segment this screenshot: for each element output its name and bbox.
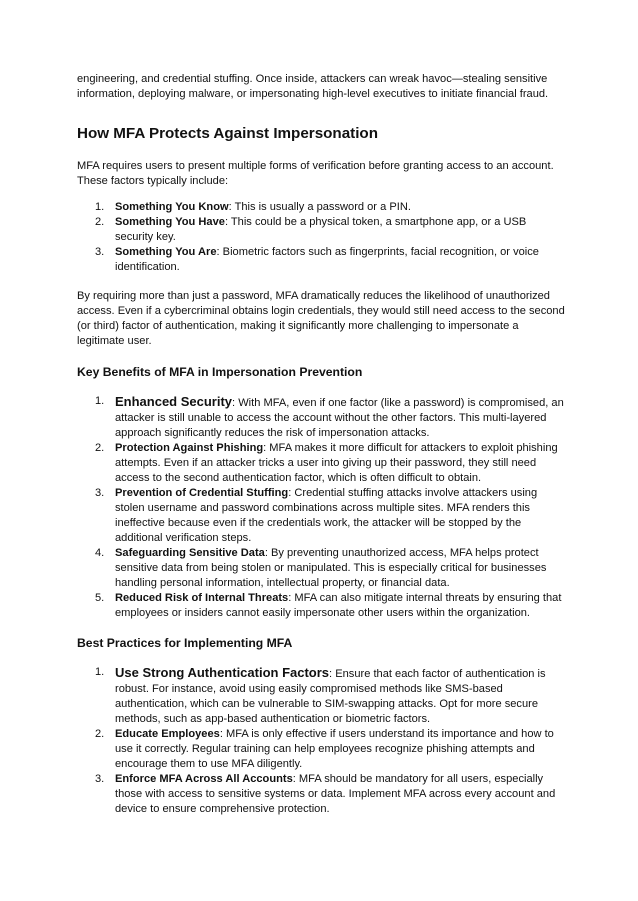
list-term: Use Strong Authentication Factors — [115, 665, 330, 680]
list-text: : MFA makes it more difficult for attackers to exploit phishing attempts. Even if an attacker tricks a user into giving up their password, they still need access to the second authentication factor, which is often difficult to obtain. — [115, 442, 558, 484]
list-text: : This could be a physical token, a smartphone app, or a USB security key. — [115, 216, 527, 243]
list-number: 2. — [95, 728, 105, 740]
list-term: Educate Employees — [115, 728, 220, 740]
section-heading: How MFA Protects Against Impersonation — [77, 125, 378, 142]
list-item — [77, 441, 567, 486]
list-term: Something You Know — [115, 201, 229, 213]
list-item — [77, 486, 567, 546]
list-item — [77, 394, 567, 441]
list-term: Protection Against Phishing — [115, 442, 264, 454]
list-text: : MFA should be mandatory for all users, especially those with access to sensitive systems or data. Implement MFA across every account and device to ensure comprehensive protection. — [115, 773, 556, 815]
intro-paragraph: engineering, and credential stuffing. Once inside, attackers can wreak havoc—stealing sensitive information, deploying malware, or impersonating high-level executives to initiate financial fraud. — [77, 73, 549, 100]
list-item — [77, 245, 567, 275]
list-number: 1. — [95, 395, 105, 407]
list-term: Something You Are — [115, 246, 217, 258]
list-item — [77, 727, 567, 772]
list-number: 2. — [95, 442, 105, 454]
list-text: : Ensure that each factor of authentication is robust. For instance, avoid using easily compromised methods like SMS-based authentication, which can be vulnerable to SIM-swapping attacks. Opt for more secure methods, such as app-based authentication or biometric factors. — [115, 668, 546, 725]
list-term: Prevention of Credential Stuffing — [115, 487, 289, 499]
list-term: Enforce MFA Across All Accounts — [115, 773, 293, 785]
list-text: : By preventing unauthorized access, MFA helps protect sensitive data from being stolen or manipulated. This is especially critical for businesses handling personal information, intellectual property, or financial data. — [115, 547, 547, 589]
practices-list — [77, 665, 567, 817]
list-term: Reduced Risk of Internal Threats — [115, 592, 289, 604]
practices-heading: Best Practices for Implementing MFA — [77, 636, 293, 650]
list-item — [77, 200, 567, 215]
factors-list — [77, 200, 567, 275]
list-item — [77, 665, 567, 727]
list-text: : MFA is only effective if users understand its importance and how to use it correctly. Regular training can help employees recognize phishing attempts and encourage them to use MFA diligently. — [115, 728, 554, 770]
list-text: : Biometric factors such as fingerprints, facial recognition, or voice identification. — [115, 246, 539, 273]
list-term: Safeguarding Sensitive Data — [115, 547, 265, 559]
list-number: 1. — [95, 201, 105, 213]
list-number: 3. — [95, 246, 105, 258]
list-text: : MFA can also mitigate internal threats by ensuring that employees or insiders cannot easily impersonate other users within the organization. — [115, 592, 562, 619]
summary-paragraph: By requiring more than just a password, MFA dramatically reduces the likelihood of unauthorized access. Even if a cybercriminal obtains login credentials, they would still need access to the second (or third) factor of authentication, making it significantly more challenging to impersonate a legitimate user. — [77, 290, 565, 347]
list-number: 3. — [95, 773, 105, 785]
list-number: 2. — [95, 216, 105, 228]
document-page — [77, 72, 567, 831]
list-item — [77, 772, 567, 817]
benefits-list — [77, 394, 567, 621]
list-number: 1. — [95, 666, 105, 678]
list-number: 3. — [95, 487, 105, 499]
list-term: Enhanced Security — [115, 394, 233, 409]
list-text: : This is usually a password or a PIN. — [228, 201, 411, 213]
list-term: Something You Have — [115, 216, 225, 228]
list-text: : Credential stuffing attacks involve attackers using stolen username and password combinations across multiple sites. MFA renders this ineffective because even if the credentials work, the attacker will be stopped by the additional verification steps. — [115, 487, 538, 544]
list-number: 4. — [95, 547, 105, 559]
section-lead-paragraph: MFA requires users to present multiple forms of verification before granting access to an account. These factors typically include: — [77, 160, 554, 187]
list-item — [77, 546, 567, 591]
list-number: 5. — [95, 592, 105, 604]
list-item — [77, 591, 567, 621]
list-item — [77, 215, 567, 245]
list-text: : With MFA, even if one factor (like a password) is compromised, an attacker is still unable to access the account without the other factors. This multi-layered approach significantly reduces the risk of impersonation attacks. — [115, 397, 564, 439]
benefits-heading: Key Benefits of MFA in Impersonation Prevention — [77, 365, 363, 379]
